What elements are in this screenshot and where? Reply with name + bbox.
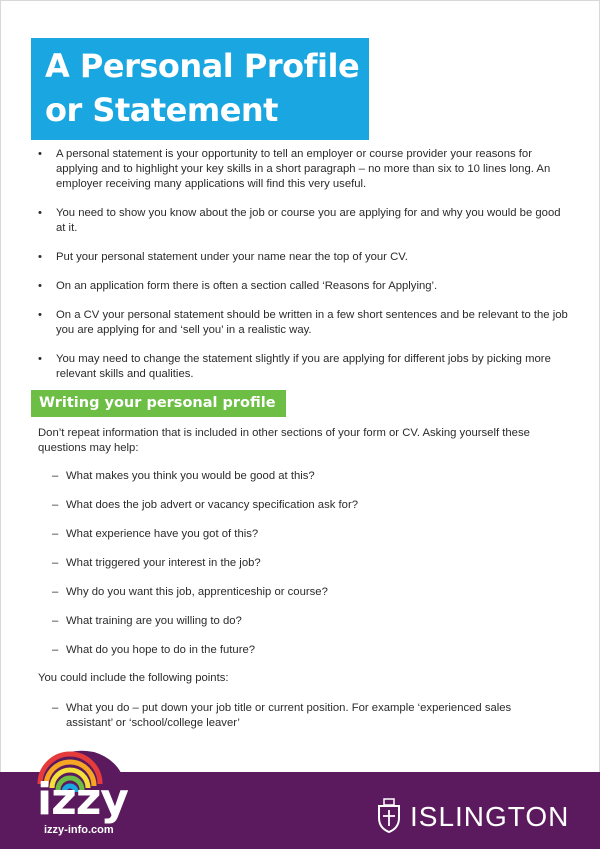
list-item: • Put your personal statement under your name near the top of your CV.	[38, 251, 408, 263]
question-item: – What training are you willing to do?	[52, 615, 242, 627]
bullet-icon: •	[38, 353, 42, 365]
dash-icon: –	[52, 470, 59, 482]
list-item: • You need to show you know about the job or course you are applying for and why you would be good at it.	[38, 207, 561, 234]
dash-icon: –	[52, 615, 59, 627]
izzy-url: izzy-info.com	[44, 824, 114, 836]
page-title	[31, 38, 369, 140]
question-item: – What experience have you got of this?	[52, 528, 259, 540]
intro-bullet-list	[38, 147, 568, 396]
dash-icon: –	[52, 702, 59, 714]
title-line-1: A Personal Profile	[45, 47, 360, 85]
point-item: – What you do – put down your job title or current position. For example ‘experienced sales assistant’ or ‘school/college leaver’	[52, 702, 512, 729]
bullet-icon: •	[38, 280, 42, 292]
points-intro: You could include the following points:	[38, 672, 229, 684]
question-item: – Why do you want this job, apprenticeship or course?	[52, 586, 328, 598]
list-item: • On a CV your personal statement should be written in a few short sentences and be relevant to the job you are applying for and ‘sell you’ in a realistic way.	[38, 309, 568, 336]
dash-icon: –	[52, 644, 59, 656]
dash-icon: –	[52, 528, 59, 540]
section-intro: Don’t repeat information that is included in other sections of your form or CV. Asking yourself these questions may help:	[38, 427, 530, 454]
question-item: – What does the job advert or vacancy specification ask for?	[52, 499, 358, 511]
title-line-2: or Statement	[45, 91, 278, 129]
bullet-icon: •	[38, 309, 42, 321]
list-item: • A personal statement is your opportunity to tell an employer or course provider your reasons for applying and to highlight your key skills in a short paragraph – no more than six to 10 lines long. An employer receiving many applications will find this very useful.	[38, 148, 551, 190]
islington-crest-icon	[375, 798, 403, 834]
question-list	[52, 469, 552, 672]
bullet-icon: •	[38, 251, 42, 263]
section-heading-label: Writing your personal profile	[39, 395, 276, 411]
dash-icon: –	[52, 557, 59, 569]
list-item: • On an application form there is often a section called ‘Reasons for Applying’.	[38, 280, 438, 292]
points-list	[52, 701, 542, 731]
section-heading	[31, 390, 286, 417]
question-item: – What triggered your interest in the job?	[52, 557, 261, 569]
question-item: – What makes you think you would be good at this?	[52, 470, 315, 482]
islington-logo: ISLINGTON	[410, 801, 570, 832]
question-item: – What do you hope to do in the future?	[52, 644, 256, 656]
dash-icon: –	[52, 499, 59, 511]
izzy-logo: izzy	[37, 774, 128, 825]
bullet-icon: •	[38, 148, 42, 160]
list-item: • You may need to change the statement slightly if you are applying for different jobs by picking more relevant skills and qualities.	[38, 353, 551, 380]
dash-icon: –	[52, 586, 59, 598]
bullet-icon: •	[38, 207, 42, 219]
